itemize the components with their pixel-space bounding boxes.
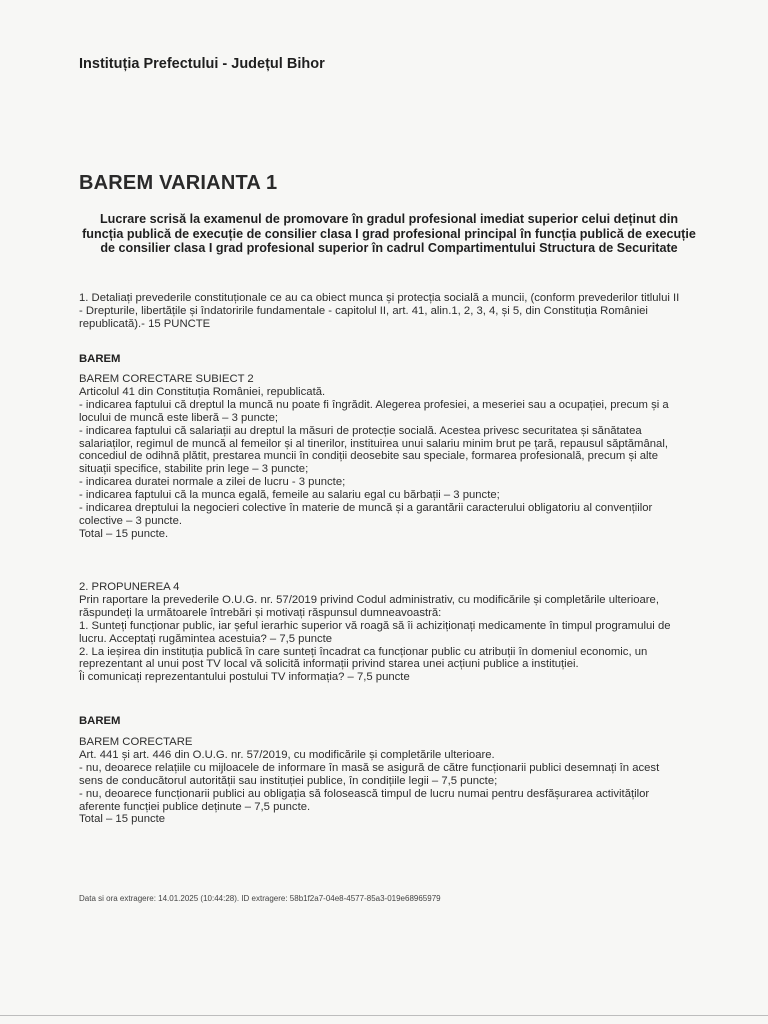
institution-header: Instituția Prefectului - Județul Bihor bbox=[79, 56, 325, 72]
question-line: 2. PROPUNEREA 4 bbox=[79, 581, 180, 593]
subtitle-line: de consilier clasa I grad profesional superior în cadrul Compartimentului Structura de Securitate bbox=[100, 241, 678, 255]
barem-line: - indicarea faptului că la munca egală, femeile au salariu egal cu bărbații – 3 puncte; bbox=[79, 489, 500, 502]
question-line: 2. La ieșirea din instituția publică în care sunteți încadrat ca funcționar public cu atribuții în domeniul economic, un bbox=[79, 645, 648, 658]
question-line: Prin raportare la prevederile O.U.G. nr. 57/2019 privind Codul administrativ, cu modificările și completările ulterioare, bbox=[79, 593, 659, 606]
barem-2-body bbox=[79, 736, 719, 826]
barem-line: concediul de odihnă plătit, prestarea muncii în condiții deosebite sau speciale, formarea profesională, precum și alte bbox=[79, 450, 658, 463]
page-edge-divider bbox=[0, 1015, 768, 1016]
barem-line: - indicarea duratei normale a zilei de lucru - 3 puncte; bbox=[79, 476, 346, 489]
barem-line: - indicarea faptului că salariații au dreptul la măsuri de protecție socială. Acestea privesc securitatea și sănătatea bbox=[79, 424, 642, 437]
question-line: republicată).- 15 PUNCTE bbox=[79, 317, 211, 330]
barem-line: - indicarea dreptului la negocieri colective în materie de muncă și a garantării caracterului obligatoriu al convențiilor bbox=[79, 502, 653, 515]
barem-line: colective – 3 puncte. bbox=[79, 514, 182, 527]
barem-line: Art. 441 și art. 446 din O.U.G. nr. 57/2019, cu modificările și completările ulterioare. bbox=[79, 748, 495, 761]
question-line: reprezentant al unui post TV local vă solicită informații privind starea unei acțiuni publice a instituției. bbox=[79, 658, 579, 671]
barem-line: - nu, deoarece relațiile cu mijloacele de informare în masă se asigură de către funcționarii publici desemnați în acest bbox=[79, 761, 660, 774]
barem-line: Total – 15 puncte bbox=[79, 813, 166, 826]
extraction-footer: Data si ora extragere: 14.01.2025 (10:44:28). ID extragere: 58b1f2a7-04e8-4577-85a3-019e68965979 bbox=[79, 894, 441, 903]
question-line: răspundeți la următoarele întrebări și motivați răspunsul dumneavoastră: bbox=[79, 606, 442, 619]
barem-line: salariaților, regimul de muncă al femeilor și al tinerilor, instituirea unui salariu minim brut pe țară, repausul săptămânal, bbox=[79, 437, 668, 450]
barem-line: - indicarea faptului că dreptul la muncă nu poate fi îngrădit. Alegerea profesiei, a meseriei sau a ocupației, precum și a bbox=[79, 398, 669, 411]
barem-line: Articolul 41 din Constituția României, republicată. bbox=[79, 385, 326, 398]
barem-line: BAREM CORECTARE SUBIECT 2 bbox=[79, 373, 254, 385]
question-line: 1. Detaliați prevederile constituționale ce au ca obiect munca și protecția socială a muncii, (conform prevederilor titlului II bbox=[79, 292, 680, 304]
barem-1-body bbox=[79, 373, 719, 541]
question-2 bbox=[79, 581, 719, 684]
subtitle-line: Lucrare scrisă la examenul de promovare în gradul profesional imediat superior celui deținut din bbox=[99, 212, 679, 226]
exam-subtitle bbox=[64, 212, 714, 256]
barem-line: BAREM CORECTARE bbox=[79, 736, 193, 748]
subtitle-line: funcția publică de execuție de consilier clasa I grad profesional principal în funcția publică de execuție bbox=[82, 226, 696, 241]
barem-line: situații specifice, stabilite prin lege – 3 puncte; bbox=[79, 463, 309, 476]
question-1 bbox=[79, 292, 719, 331]
barem-line: Total – 15 puncte. bbox=[79, 527, 169, 540]
barem-line: aferente funcției publice deținute – 7,5 puncte. bbox=[79, 800, 311, 813]
barem-heading-2: BAREM bbox=[79, 715, 121, 727]
barem-line: - nu, deoarece funcționarii publici au obligația să folosească timpul de lucru numai pentru desfășurarea activităților bbox=[79, 787, 650, 800]
page-title: BAREM VARIANTA 1 bbox=[79, 172, 278, 194]
question-line: Îi comunicați reprezentantului postului TV informația? – 7,5 puncte bbox=[79, 671, 410, 684]
barem-line: sens de conducătorul autorității sau instituției publice, în condițiile legii – 7,5 puncte; bbox=[79, 774, 498, 787]
question-line: - Drepturile, libertățile și îndatoririle fundamentale - capitolul II, art. 41, alin.1, 2, 3, 4, și 5, din Constituția României bbox=[79, 304, 648, 317]
question-line: 1. Sunteți funcționar public, iar șeful ierarhic superior vă roagă să îi achiziționați medicamente în timpul programului de bbox=[79, 619, 671, 632]
barem-heading-1: BAREM bbox=[79, 353, 121, 365]
question-line: lucru. Acceptați rugămintea acestuia? – 7,5 puncte bbox=[79, 632, 333, 645]
barem-line: locului de muncă este liberă – 3 puncte; bbox=[79, 411, 279, 424]
